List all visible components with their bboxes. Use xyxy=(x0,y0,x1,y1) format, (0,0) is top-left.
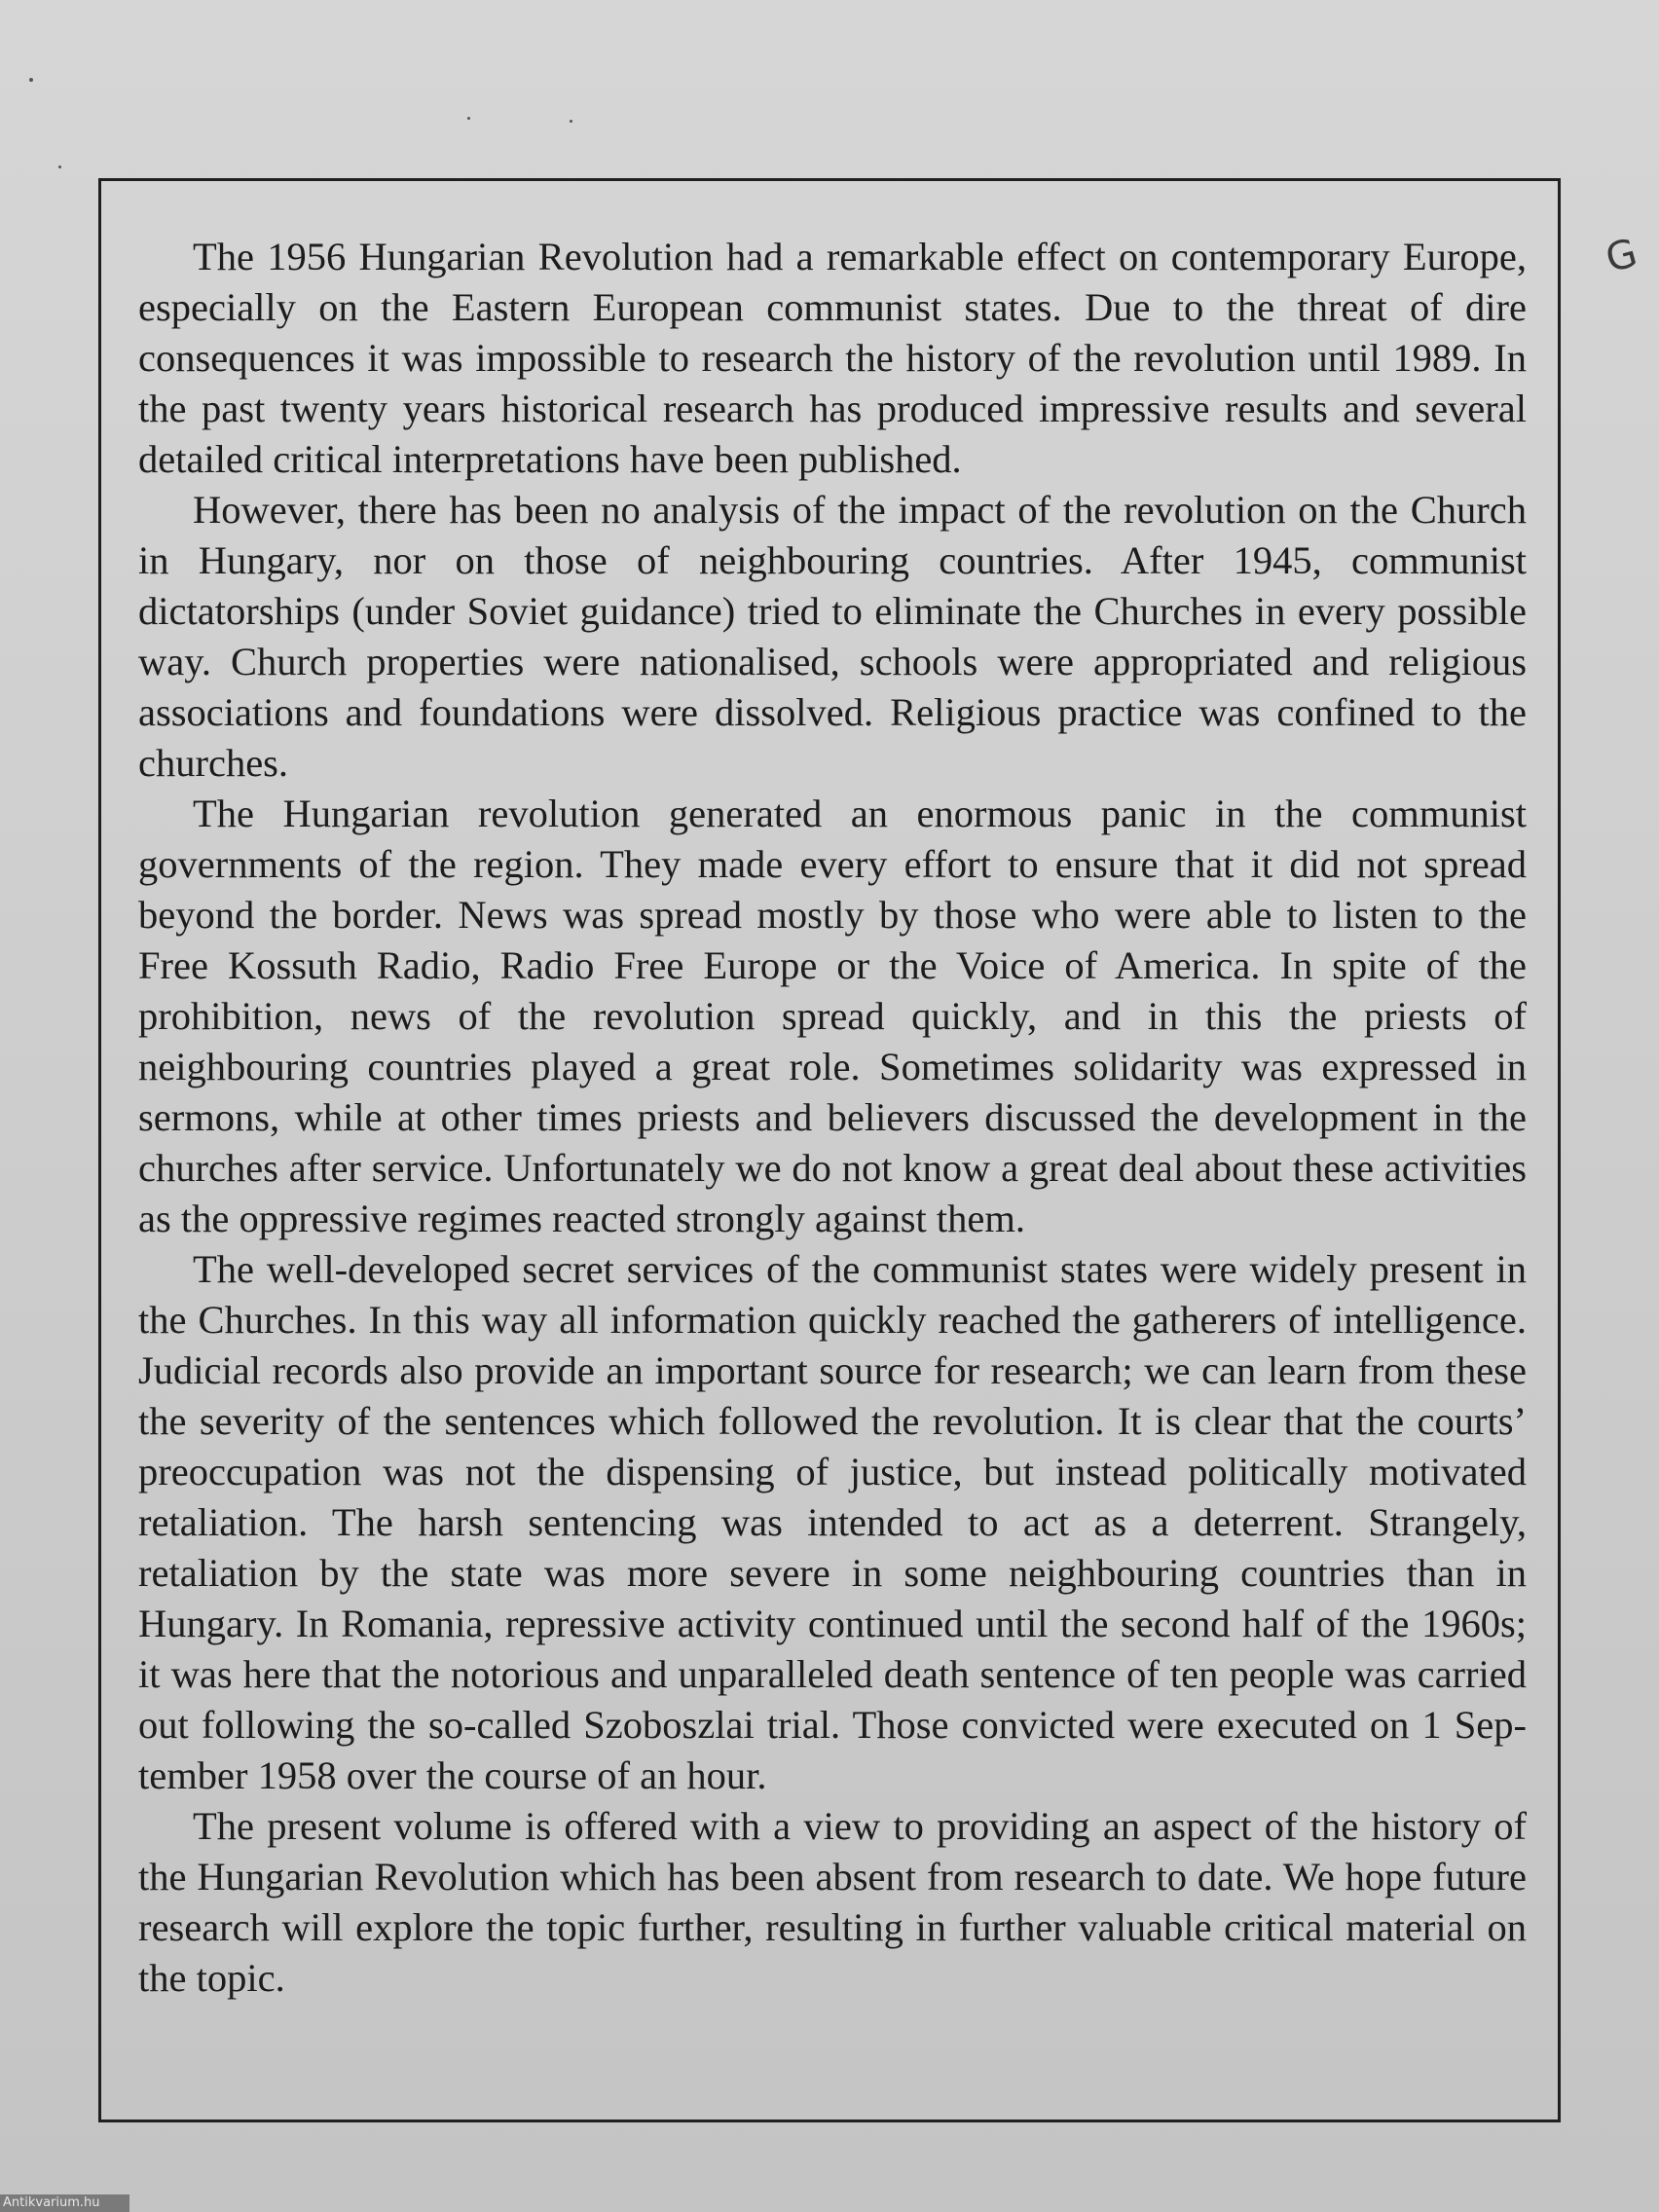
dust-speck xyxy=(467,117,470,120)
paragraph: The present volume is offered with a view to providing an aspect of the history of the Hungarian Revolution which has been absent from research to date. We hope future research will explore the topic further, resulting in further valuable critical material on the topic. xyxy=(138,1804,1527,2000)
paragraph: The well-developed secret services of the communist states were widely present in the Churches. In this way all information quickly reached the gatherers of intelligence. Judicial records also provide an important source for research; we can learn from these the severity of the sentences which followed the revolution. It is clear that the courts’ preoccupation was not the dispensing of justice, but instead politically motivated retaliation. The harsh sentencing was intended to act as a deterrent. Strangely, retaliation by the state was more severe in some neighbouring countries than in Hungary. In Romania, repressive activity continued until the second half of the 1960s; it was here that the notorious and unparalleled death sentence of ten people was carried out following the so-called Szoboszlai trial. Those convicted were executed on 1 September 1958 over the course of an hour. xyxy=(138,1247,1527,1797)
paragraph: The Hungarian revolution generated an enormous panic in the communist governments of the region. They made every effort to ensure that it did not spread beyond the border. News was spread mostly by those who were able to listen to the Free Kossuth Radio, Radio Free Europe or the Voice of America. In spite of the prohibition, news of the revolution spread quickly, and in this the priests of neighbouring countries played a great role. Sometimes solidarity was expressed in sermons, while at other times priests and believers discussed the development in the churches after service. Unfortunately we do not know a great deal about these activities as the oppressive regimes reacted strongly against them. xyxy=(138,792,1527,1240)
paragraph: The 1956 Hungarian Revolution had a remarkable effect on contemporary Europe, especially on the Eastern European communist states. Due to the threat of dire consequences it was impossible to research the history of the revolution until 1989. In the past twenty years historical research has produced impressive results and several detailed critical interpretations have been published. xyxy=(138,235,1527,481)
dust-speck xyxy=(29,78,33,82)
watermark: Antikvarium.hu xyxy=(0,2194,129,2212)
body-text xyxy=(138,232,1527,2004)
dust-speck xyxy=(58,166,61,168)
paragraph: However, there has been no analysis of the impact of the revolution on the Church in Hungary, nor on those of neighbouring countries. After 1945, communist dictatorships (under Soviet guidance) tried to eliminate the Churches in every possible way. Church properties were nationalised, schools were appropriated and religious associations and foundations were dissolved. Religious practice was confined to the churches. xyxy=(138,488,1527,785)
dust-speck xyxy=(570,120,572,123)
margin-pencil-mark: G xyxy=(1601,230,1642,282)
